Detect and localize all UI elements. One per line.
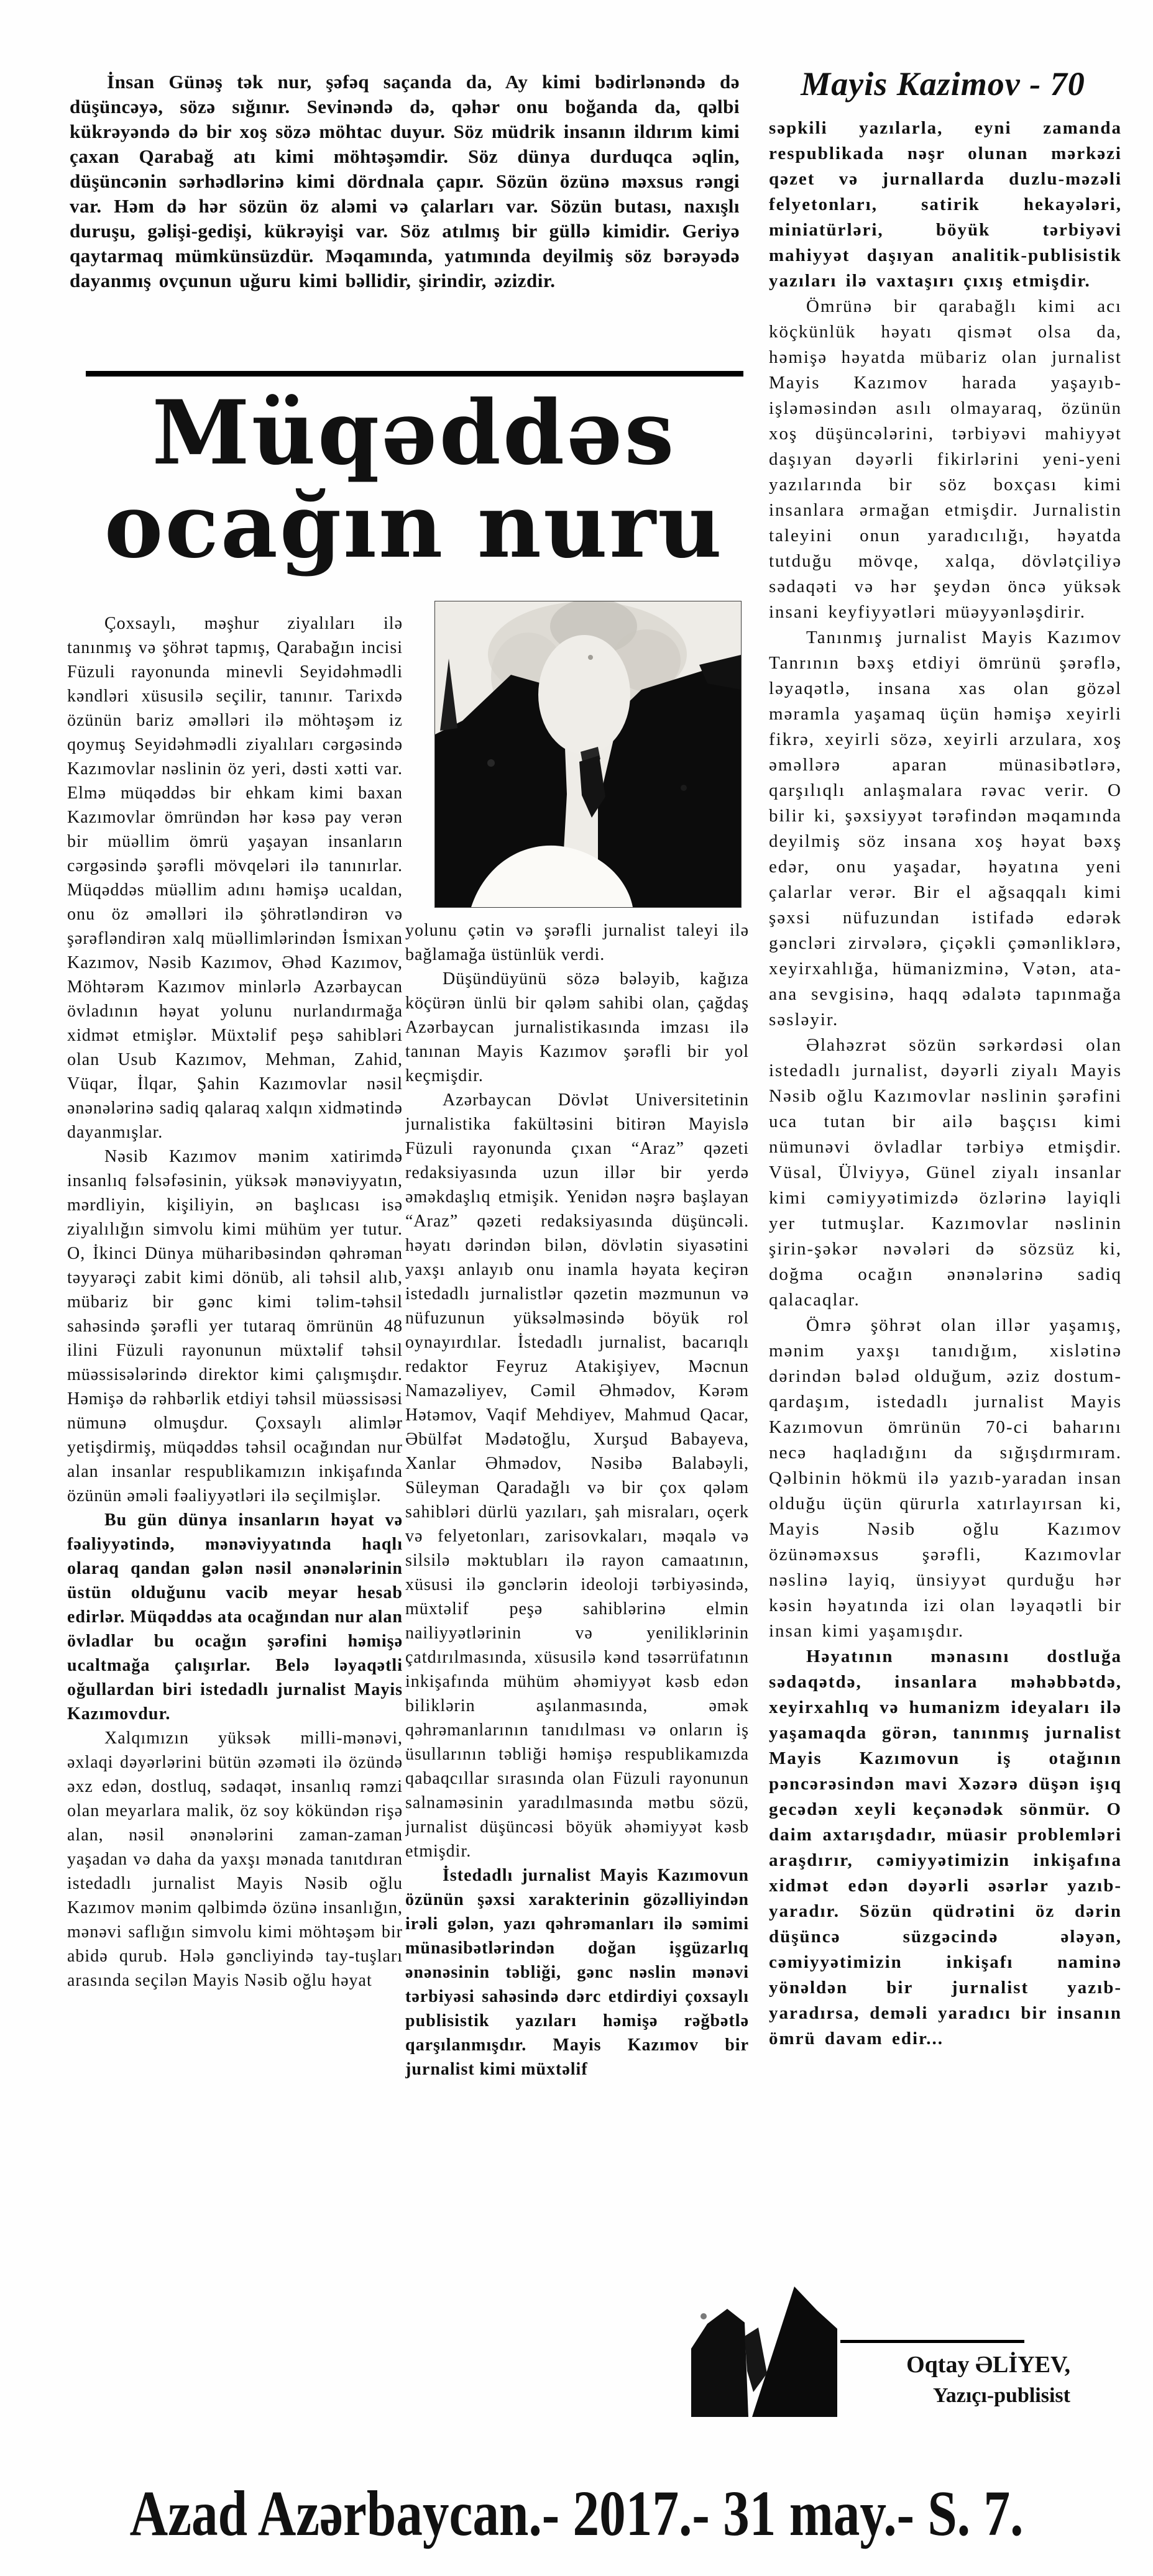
column-right bbox=[769, 116, 1122, 2303]
article-headline bbox=[81, 381, 747, 591]
paragraph: Ömrə şöhrət olan illər yaşamış, mənim yaxşı tanıdığım, xislətinə dərindən bələd olduğum, əziz dostum-qardaşım, istedadlı jurnalist Mayis Kazımovun ömrünün 70-ci baharını necə haqladığını da sığışdırmıram. Qəlbinin hökmü ilə yazıb-yaradan insan olduğu üçün qürurla xatırlayırsan ki, Mayis Nəsib oğlu Kazımov özünəməxsus şərəfli, Kazımovlar nəslinə layiq, ünsiyyət qurduğu hər kəsin həyatında izi olan ləyaqətli bir insan kimi yaşamışdır. bbox=[769, 1315, 1122, 1641]
author-title: Yazıçı-publisist bbox=[932, 2384, 1070, 2407]
paragraph: Nəsib Kazımov mənim xatirimdə insanlıq fəlsəfəsinin, yüksək mənəviyyatın, mərdliyin, kişiliyin, ən başlıcası isə ziyalılığın simvolu kimi mühüm yer tutur. O, İkinci Dünya müharibəsindən qəhrəman təyyarəçi zabit kimi dönüb, ali təhsil alıb, mübariz bir gənc kimi təlim-təhsil sahəsində şərəfli yer tutaraq ömrünün 48 ilini Füzuli rayonunun müxtəlif təhsil müəssisələrində direktor kimi çalışmışdır. Həmişə də rəhbərlik etdiyi təhsil müəssisəsi nümunə olmuşdur. Çoxsaylı alimlər yetişdirmiş, müqəddəs təhsil ocağından nur alan insanlar respublikamızın inkişafında özünün əməli fəaliyyətləri ilə seçilmişlər. bbox=[67, 1147, 403, 1505]
signature-block bbox=[765, 2349, 1070, 2411]
headline-line1: Müqəddəs bbox=[152, 381, 676, 485]
divider-rule bbox=[86, 371, 743, 377]
intro-paragraph: İnsan Günəş tək nur, şəfəq saçanda da, Ay kimi bədirlənəndə də düşüncəyə, sözə sığınır. Sevinəndə də, qəhər onu boğanda da, qəlbi kükrəyəndə də bir xoş sözə möhtac duyur. Söz müdrik insanın ildırım kimi çaxan Qarabağ atı kimi möhtəşəmdir. Söz dünya durduqca əqlin, düşüncənin sərhədlərinə kimi dördnala çapır. Sözün özünə məxsus rəngi var. Həm də hər sözün öz aləmi və çalarları var. Sözün butası, naxışlı duruşu, gəlişi-gedişi, kükrəyişi var. Söz atılmış bir güllə kimidir. Geriyə qaytarmaq mümkünsüzdür. Məqamında, yatımında deyilmiş söz bərəyədə dayanmış ovçunun uğuru kimi bəllidir, şirindir, əzizdir. bbox=[70, 71, 740, 291]
paragraph: Düşündüyünü sözə bələyib, kağıza köçürən ünlü bir qələm sahibi olan, çağdaş Azərbaycan jurnalistikasında imzası ilə tanınan Mayis Kazımov şərəfli bir yol keçmişdir. bbox=[405, 969, 749, 1085]
column-left bbox=[67, 611, 403, 2317]
paragraph: səpkili yazılarla, eyni zamanda respublikada nəşr olunan mərkəzi qəzet və jurnallarda duzlu-məzəli felyetonları, satirik hekayələri, miniatürləri, böyük tərbiyəvi mahiyyət daşıyan analitik-publisistik yazıları ilə vaxtaşırı çıxış etmişdir. bbox=[769, 118, 1122, 291]
paragraph: Ömrünə bir qarabağlı kimi acı köçkünlük həyatı qismət olsa da, həmişə həyatda mübariz olan jurnalist Mayis Kazımov harada yaşayıb-işləməsindən asılı olmayaraq, özünün xoş düşüncələrini, tərbiyəvi mahiyyət daşıyan dəyərli fikirlərini yeni-yeni yazılarında bir söz boxçası kimi insanlara ərmağan etmişdir. Jurnalistin taleyini onun yaradıcılığı, həyatda tutduğu mövqe, xalqa, dövlətçiliyə sədaqəti və hər şeydən öncə yüksək insani keyfiyyətləri müəyyənləşdirir. bbox=[769, 296, 1122, 622]
paragraph: Tanınmış jurnalist Mayis Kazımov Tanrının bəxş etdiyi ömrünü şərəflə, ləyaqətlə, insana xas olan gözəl məramla yaşamaq üçün həmişə xeyirli fikrə, xeyirli sözə, xeyirli arzulara, xoş əməllərə aparan münasibətlərə, qarşılıqlı anlaşmalara rəvac verir. O bilir ki, şəxsiyyət tərəfindən məqamında deyilmiş söz insana xoş həyat bəxş edər, onu yaşadar, həyatına yeni çalarlar verər. Bir el ağsaqqalı kimi şəxsi nüfuzundan istifadə edərək gəncləri zirvələrə, çiçəkli çəmənliklərə, xeyirxahlığa, hümanizminə, Vətən, ata-ana sevgisinə, haqq ədalətə tapınmağa səsləyir. bbox=[769, 628, 1122, 1030]
jubilee-heading: Mayis Kazimov - 70 bbox=[801, 65, 1085, 103]
paragraph: Əlahəzrət sözün sərkərdəsi olan istedadlı jurnalist, dəyərli ziyalı Mayis Nəsib oğlu Kazımovlar nəslinin şərəfini uca tutan bir ailə başçısı kimi nümunəvi övladlar tərbiyə etmişdir. Vüsal, Ülviyyə, Günel ziyalı insanlar kimi cəmiyyətimizdə özlərinə layiqli yer tutmuşlar. Kazımovlar nəslinin şirin-şəkər nəvələri də sözsüz ki, doğma ocağın ənənələrinə sadiq qalacaqlar. bbox=[769, 1035, 1122, 1310]
paragraph: İstedadlı jurnalist Mayis Kazımovun özünün şəxsi xarakterinin gözəlliyindən irəli gələn, yazı qəhrəmanları ilə səmimi münasibətlərindən doğan işgüzarlıq ənənəsinin təbliği, gənc nəslin mənəvi tərbiyəsi sahəsində dərc etdirdiyi çoxsaylı publisistik yazıları həmişə rəğbətlə qarşılanmışdır. Mayis Kazımov bir jurnalist kimi müxtəlif bbox=[405, 1866, 749, 2079]
signature-rule bbox=[840, 2340, 1024, 2343]
source-citation: Azad Azərbaycan.- 2017.- 31 may.- S. 7. bbox=[129, 2478, 1024, 2549]
portrait-photo bbox=[435, 601, 741, 907]
paragraph: Bu gün dünya insanların həyat və fəaliyyətində, mənəviyyatında haqlı olaraq qandan gələn nəsil ənənələrinin üstün olduğunu vacib meyar hesab edirlər. Müqəddəs ata ocağından nur alan övladlar bu ocağın şərəfini həmişə ucaltmağa çalışırlar. Belə ləyaqətli oğullardan biri istedadlı jurnalist Mayis Kazımovdur. bbox=[67, 1510, 403, 1724]
paragraph: Həyatının mənasını dostluğa sədaqətdə, insanlara məhəbbətdə, xeyirxahlıq və humanizm ideyaları ilə yaşamaqda görən, tanınmış jurnalist Mayis Kazımovun iş otağının pəncərəsindən mavi Xəzərə düşən işıq gecədən xeyli keçənədək sönmür. O daim axtarışdadır, müasir problemləri araşdırır, cəmiyyətimizin inkişafına xidmət edən dəyərli əsərlər yazıb-yaradır. Sözün qüdrətini öz dərin düşüncə süzgəcində ələyən, cəmiyyətimizin inkişafı naminə yönəldən bir jurnalist yazıb-yaradırsa, deməli yaradıcı bir insanın ömrü davam edir... bbox=[769, 1647, 1122, 2048]
paragraph: Çoxsaylı, məşhur ziyalıları ilə tanınmış və şöhrət tapmış, Qarabağın incisi Füzuli rayonunda minevli Seyidəhmədli kəndləri xüsusilə seçilir, tanınır. Tarixdə özünün bariz əməlləri ilə möhtəşəm iz qoymuş Seyidəhmədli ziyalıları cərgəsində Kazımovlar nəslinin öz yeri, dəsti xətti var. Elmə müqəddəs bir ehkam kimi baxan Kazımovlar ömründən hər kəsə pay verən bir müəllim ömrü yaşayan insanların cərgəsində şərəfli mövqeləri ilə tanınırlar. Müqəddəs müəllim adını həmişə ucaldan, onu öz əməlləri ilə şöhrətləndirən və şərəfləndirən xalq müəllimlərindən İsmixan Kazımov, Nəsib Kazımov, Əhəd Kazımov, Möhtərəm Kazımov minlərlə Azərbaycan övladının həyat yolunu nurlandırmağa xidmət etmişlər. Müxtəlif peşə sahibləri olan Usub Kazımov, Mehman, Zahid, Vüqar, İlqar, Şahin Kazımovlar nəsil ənənələrinə sadiq qalaraq xalqın xidmətində dayanmışlar. bbox=[67, 614, 403, 1142]
paragraph: yolunu çətin və şərəfli jurnalist taleyi ilə bağlamağa üstünlük verdi. bbox=[405, 921, 749, 964]
portrait-photo-image bbox=[435, 601, 741, 907]
paragraph: Azərbaycan Dövlət Universitetinin jurnalistika fakültəsini bitirən Mayislə Füzuli rayonunda çıxan “Araz” qəzeti redaksiyasında uzun illər bir yerdə əməkdaşlıq etmişik. Yenidən nəşrə başlayan “Araz” qəzeti redaksiyasında düşüncəli. həyatı dərindən bilən, dövlətin siyasətini yaxşı anlayıb onu inamla həyata keçirən istedadlı jurnalistlər qəzetin məzmunun və nüfuzunun yüksəlməsində böyük rol oynayırdılar. İstedadlı jurnalist, bacarıqlı redaktor Feyruz Atakişiyev, Məcnun Namazəliyev, Cəmil Əhmədov, Kərəm Hətəmov, Vaqif Mehdiyev, Mahmud Qacar, Əbülfət Mədətoğlu, Xurşud Babayeva, Xanlar Əhmədov, Nəsibə Balabəyli, Süleyman Qaradağlı və bir çox qələm sahibləri dürlü yazıları, şah misraları, oçerk və felyetonları, zarisovkaları, məqalə və silsilə məktubları ilə rayon camaatının, xüsusi ilə gənclərin ideoloji tərbiyəsində, müxtəlif peşə sahiblərinə elmin nailiyyətlərinin və yeniliklərinin çatdırılmasında, xüsusilə kənd təsərrüfatının inkişafında mühüm əhəmiyyət kəsb edən biliklərin aşılanmasında, əmək qəhrəmanlarının tanıdılması və onların iş üsullarının təbliği həmişə respublikamızda qabaqcıllar sırasında olan Füzuli rayonunun salnaməsinin yaradılmasında mətbu sözü, jurnalist düşüncəsi böyük əhəmiyyət kəsb etmişdir. bbox=[405, 1090, 749, 1861]
column-middle bbox=[405, 918, 749, 2270]
headline-line2: ocağın nuru bbox=[104, 475, 724, 578]
paragraph: Xalqımızın yüksək milli-mənəvi, əxlaqi dəyərlərini bütün əzəməti ilə özündə əxz edən, dostluq, sədaqət, insanlıq rəmzi olan meyarlara malik, öz soy kökündən rişə alan, nəsil ənənələrini zaman-zaman yaşadan və daha da yaxşı mənada tanıtdıran istedadlı jurnalist Mayis Nəsib oğlu Kazımov mənim qəlbimdə özünə insanlığın, mənəvi saflığın simvolu kimi möhtəşəm bir abidə qurub. Hələ gəncliyində tay-tuşları arasında seçilən Mayis Nəsib oğlu həyat bbox=[67, 1729, 403, 1990]
author-name: Oqtay ƏLİYEV, bbox=[906, 2352, 1070, 2378]
